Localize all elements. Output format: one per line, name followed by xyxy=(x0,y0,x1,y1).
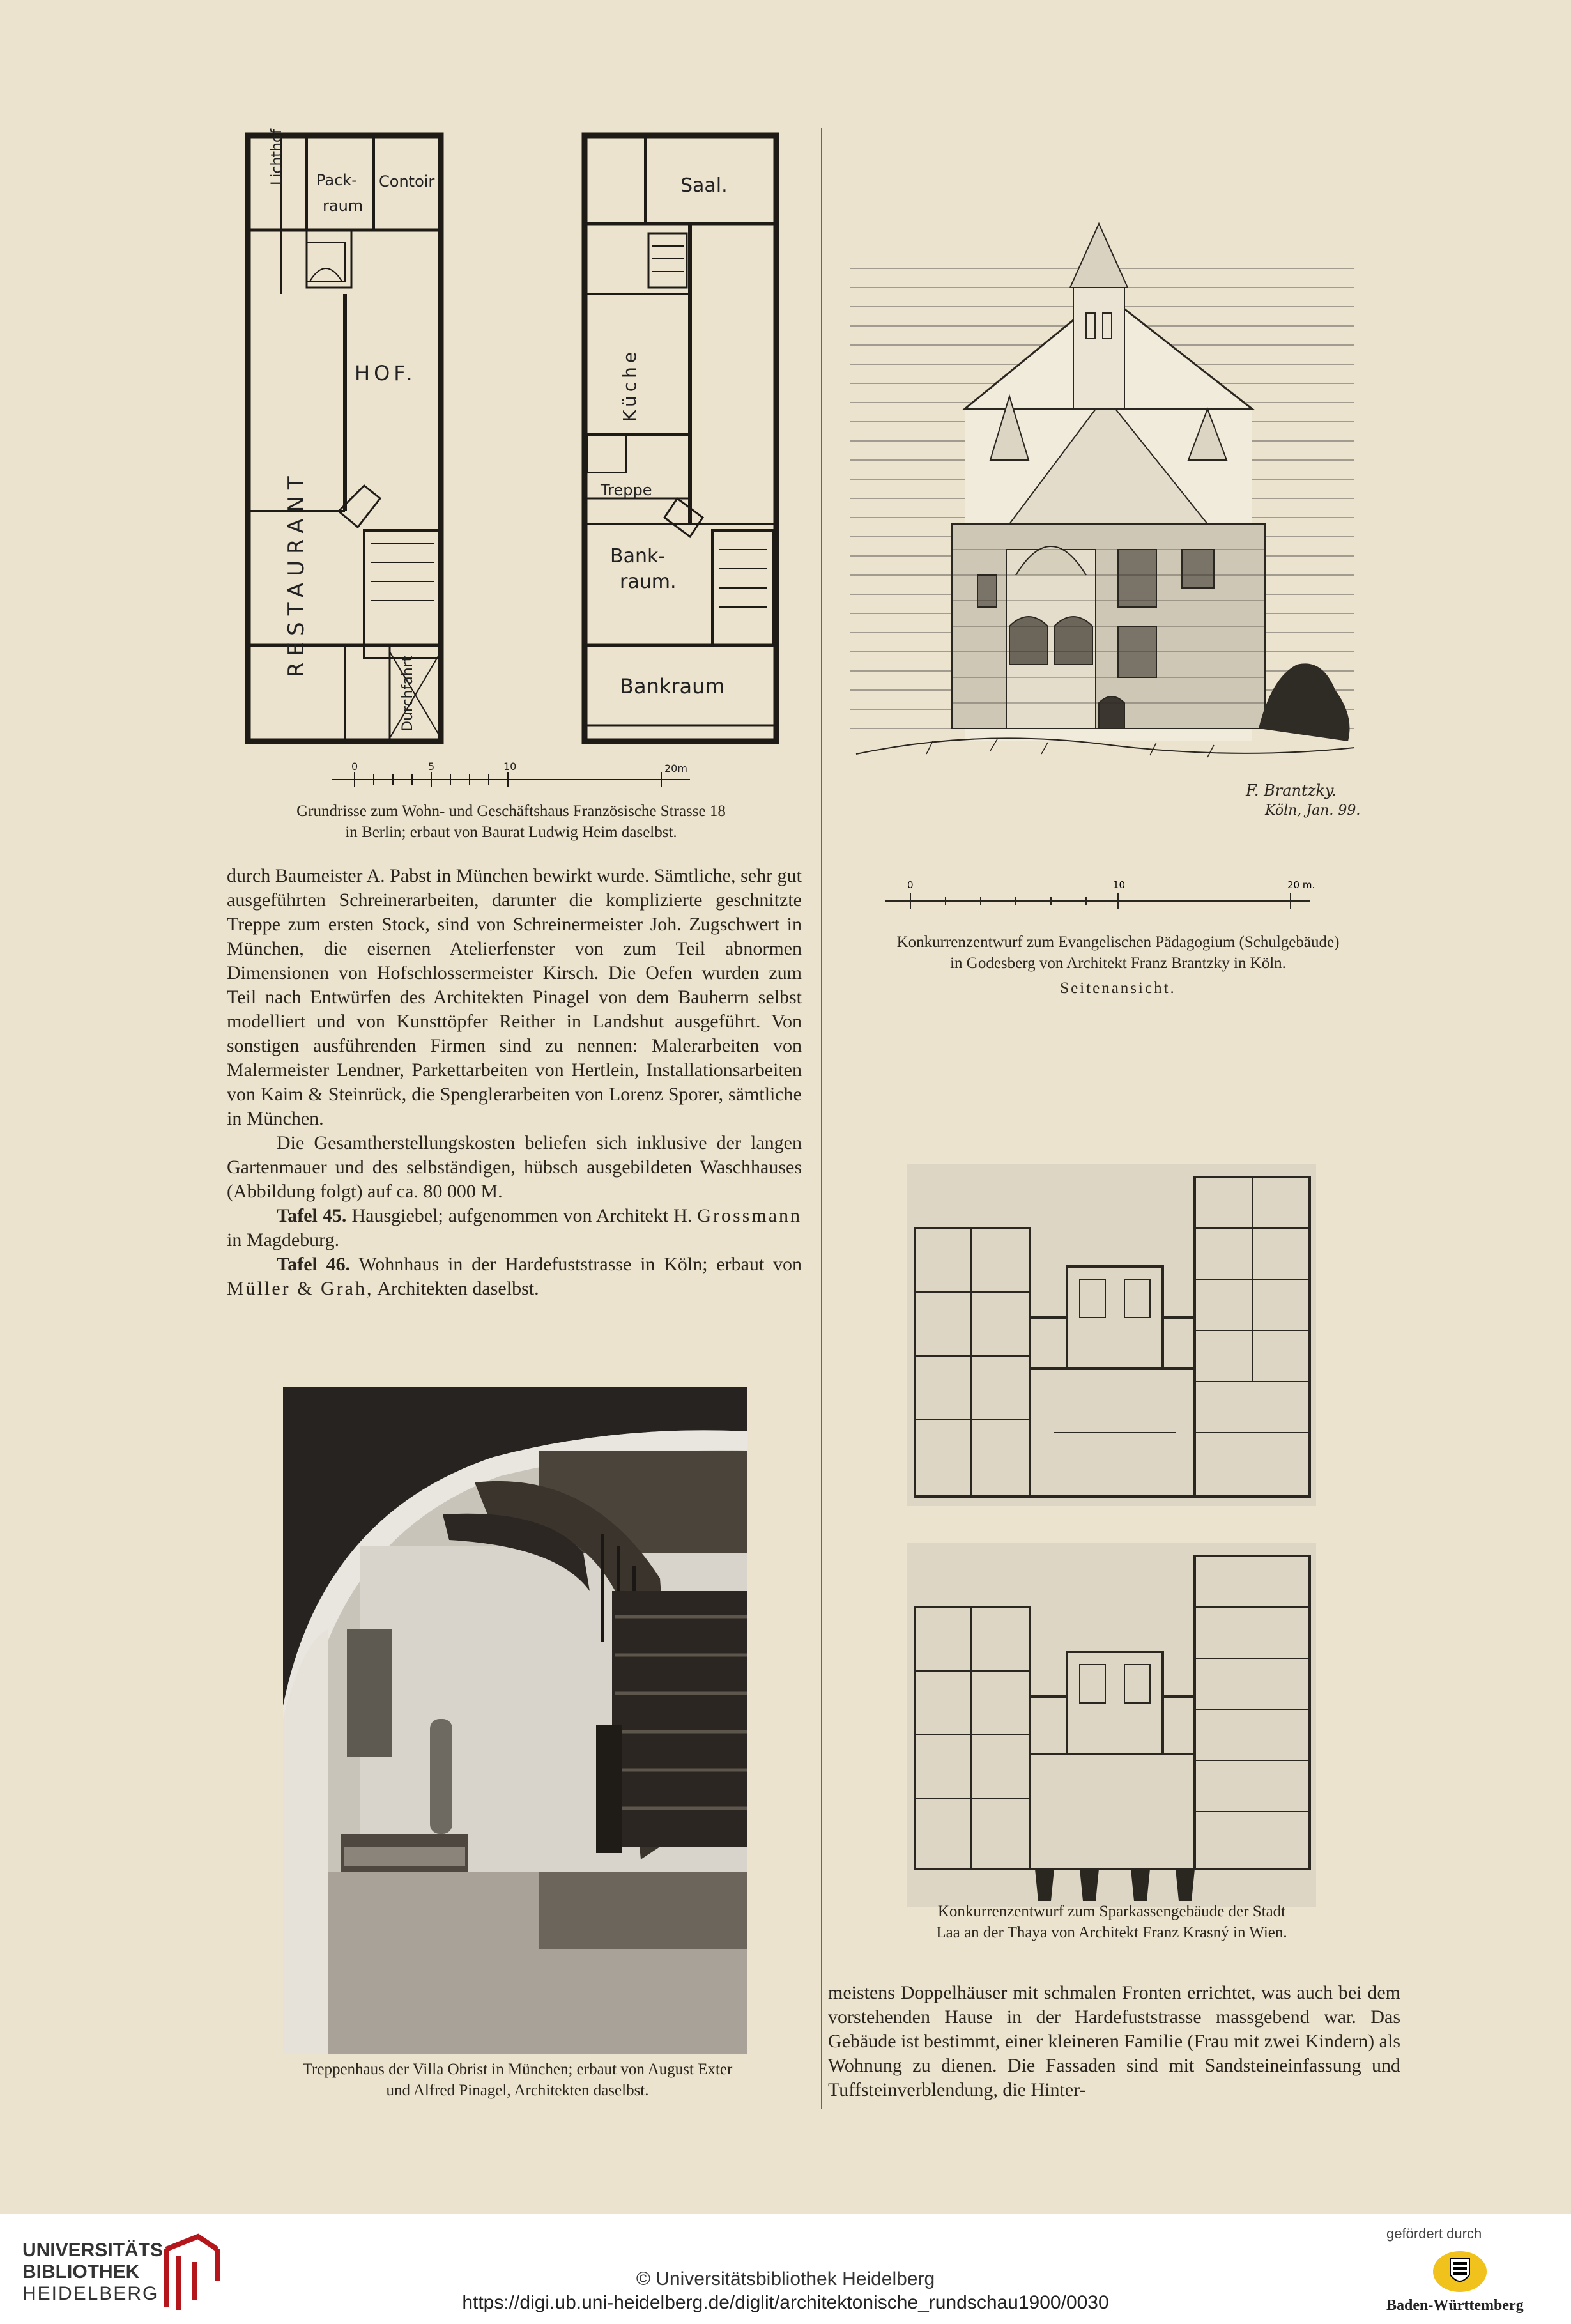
library-line2: BIBLIOTHEK xyxy=(22,2261,140,2282)
staircase-photo xyxy=(283,1387,747,2054)
left-tafel-46 xyxy=(227,1252,802,1301)
tafel-45-label: Tafel 45. xyxy=(277,1205,347,1226)
column-divider xyxy=(821,128,822,2109)
label-bankraum-bottom: Bankraum xyxy=(620,674,725,698)
label-restaurant: RESTAURANT xyxy=(284,470,309,677)
paedagogium-scale-20: 20 m. xyxy=(1287,879,1315,891)
sparkasse-plan-top xyxy=(907,1164,1316,1506)
paedagogium-signature-1: F. Brantzky. xyxy=(1246,781,1337,799)
sparkasse-plan-bottom xyxy=(907,1543,1316,1907)
sparkasse-caption-line2: Laa an der Thaya von Architekt Franz Krasný in Wien. xyxy=(936,1924,1287,1941)
staircase-photo-caption xyxy=(230,2059,805,2101)
label-kueche: Küche xyxy=(619,348,640,422)
tafel-45-name: Grossmann xyxy=(697,1205,802,1226)
library-line1: UNIVERSITÄTS- xyxy=(22,2240,170,2261)
sparkasse-caption xyxy=(850,1901,1374,1943)
label-durchfahrt: Durchfahrt xyxy=(400,656,416,732)
floorplan-berlin-caption xyxy=(192,801,831,843)
floorplan-berlin-caption-line1: Grundrisse zum Wohn- und Geschäftshaus Französische Strasse 18 xyxy=(296,803,726,820)
copyright-text: © Universitätsbibliothek Heidelberg xyxy=(636,2268,935,2289)
paedagogium-caption-line2: in Godesberg von Architekt Franz Brantzky in Köln. xyxy=(950,955,1286,972)
staircase-caption-line1: Treppenhaus der Villa Obrist in München; erbaut von August Exter xyxy=(302,2061,733,2078)
right-column-text-2 xyxy=(828,1981,1400,2102)
floorplan-berlin-caption-line2: in Berlin; erbaut von Baurat Ludwig Heim daselbst. xyxy=(345,824,677,841)
scale-label-20: 20m xyxy=(664,762,687,774)
tafel-45-text: Hausgiebel; aufgenommen von Architekt H. xyxy=(351,1205,693,1226)
funded-by-text: gefördert durch xyxy=(1386,2226,1482,2242)
staircase-caption-line2: und Alfred Pinagel, Architekten daselbst. xyxy=(386,2082,649,2099)
coat-of-arms-icon xyxy=(1431,2249,1489,2297)
permalink-url[interactable]: https://digi.ub.uni-heidelberg.de/diglit/architektonische_rundschau1900/0030 xyxy=(462,2292,1109,2313)
paedagogium-scale-10: 10 xyxy=(1113,879,1126,891)
tafel-45-rest: in Magdeburg. xyxy=(227,1229,340,1250)
scale-label-10: 10 xyxy=(503,760,517,773)
label-bankraum-middle-1: Bank- xyxy=(610,545,666,567)
label-packraum: Pack- xyxy=(316,171,357,189)
paedagogium-signature-2: Köln, Jan. 99. xyxy=(1265,803,1361,819)
paedagogium-caption-line3: Seitenansicht. xyxy=(1060,980,1176,997)
sparkasse-plan-top-drawing xyxy=(907,1164,1316,1506)
sparkasse-caption-line1: Konkurrenzentwurf zum Sparkassengebäude der Stadt xyxy=(937,1903,1286,1920)
label-bankraum-middle-2: raum. xyxy=(620,571,677,593)
label-treppe: Treppe xyxy=(601,481,652,499)
label-contoir: Contoir xyxy=(379,173,435,190)
tafel-46-label: Tafel 46. xyxy=(277,1254,351,1275)
paedagogium-elevation xyxy=(850,217,1361,914)
left-column-text xyxy=(227,864,802,1301)
tafel-46-rest: Architekten daselbst. xyxy=(377,1278,539,1299)
label-hof: HOF. xyxy=(355,361,417,385)
left-para-2: Die Gesamtherstellungskosten beliefen sich inklusive der langen Gartenmauer und des selbständigen, hübsch ausgebildeten Waschhauses (Abbildung folgt) auf ca. 80 000 M. xyxy=(227,1132,802,1202)
floorplan-berlin xyxy=(243,128,792,799)
footer-bar xyxy=(0,2214,1571,2324)
left-tafel-45 xyxy=(227,1204,802,1252)
paedagogium-caption-line1: Konkurrenzentwurf zum Evangelischen Pädagogium (Schulgebäude) xyxy=(896,934,1340,951)
scale-label-0: 0 xyxy=(351,760,358,773)
label-lichthof: Lichthof xyxy=(269,128,285,185)
label-saal: Saal. xyxy=(680,174,728,197)
tafel-46-names: Müller & Grah, xyxy=(227,1278,374,1299)
floorplan-berlin-drawing xyxy=(243,128,792,799)
left-para-1: durch Baumeister A. Pabst in München bewirkt wurde. Sämtliche, sehr gut ausgeführten Schreinerarbeiten, darunter die komplizierte geschnitzte Treppe zum ersten Stock, sind von Schreinermeister Joh. Zugschwert in München, die eisernen Atelierfenster von zum Teil abnormen Dimensionen von Hofschlossermeister Kirsch. Die Oefen wurden zum Teil nach Entwürfen des Architekten Pinagel von dem Bauherrn selbst modelliert und von Kunsttöpfer Reither in Landshut ausgeführt. Von sonstigen ausführenden Firmen sind zu nennen: Malerarbeiten von Malermeister Lendner, Parkettarbeiten von Hertlein, Installationsarbeiten von Kaim & Steinrück, die Spenglerarbeiten von Lorenz Sporer, sämtliche in München. xyxy=(227,865,802,1129)
scale-label-5: 5 xyxy=(428,760,435,773)
library-line3: HEIDELBERG xyxy=(22,2283,159,2304)
staircase-photo-image xyxy=(283,1387,747,2054)
paedagogium-drawing xyxy=(850,217,1361,914)
state-name: Baden-Württemberg xyxy=(1386,2297,1524,2314)
sparkasse-plan-bottom-drawing xyxy=(907,1543,1316,1907)
label-packraum-2: raum xyxy=(323,197,364,215)
right-para-2: meistens Doppelhäuser mit schmalen Fronten errichtet, was auch bei dem vorstehenden Hause in der Hardefuststrasse massgebend war. Das Gebäude ist bestimmt, einer kleineren Familie (Frau mit zwei Kindern) als Wohnung zu dienen. Die Fassaden sind mit Sandsteineinfassung und Tuffsteinverblendung, die Hinter- xyxy=(828,1982,1400,2100)
paedagogium-scale-0: 0 xyxy=(907,879,914,891)
paedagogium-caption xyxy=(831,932,1406,999)
tafel-46-text: Wohnhaus in der Hardefuststrasse in Köln; erbaut von xyxy=(358,1254,802,1275)
